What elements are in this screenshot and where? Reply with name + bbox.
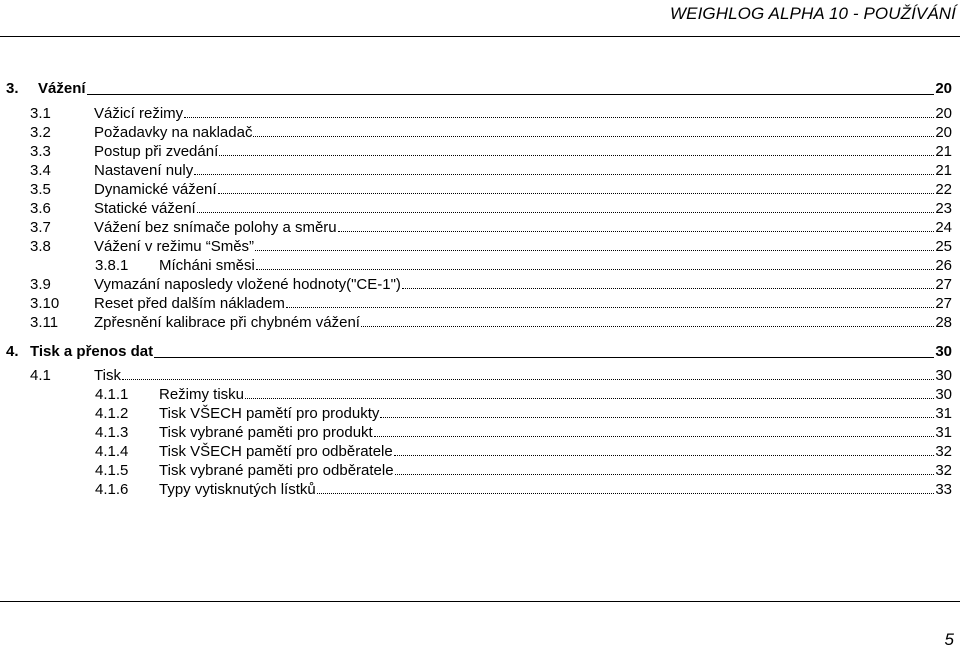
toc-number: 3.11 [30, 314, 59, 331]
toc-entry-3-2[interactable] [0, 124, 952, 141]
toc-number: 4. [6, 343, 19, 360]
toc-page: 33 [935, 481, 952, 498]
toc-entry-3-7[interactable] [0, 219, 952, 236]
toc-title: Vážení bez snímače polohy a směru [94, 219, 337, 236]
toc-number: 3.9 [30, 276, 51, 293]
toc-title: Vážicí režimy [94, 105, 184, 122]
toc-chapter-3[interactable] [0, 80, 952, 97]
toc-number: 4.1.2 [95, 405, 129, 422]
toc-leader [219, 155, 934, 156]
footer-divider [0, 601, 960, 602]
toc-title: Reset před dalším nákladem [94, 295, 285, 312]
toc-leader [380, 417, 934, 418]
toc-leader [374, 436, 935, 437]
toc-title: Tisk VŠECH pamětí pro produkty [159, 405, 380, 422]
toc-entry-4-1-3[interactable] [0, 424, 952, 441]
toc-entry-4-1-5[interactable] [0, 462, 952, 479]
toc-number: 3.1 [30, 105, 51, 122]
toc-number: 3.3 [30, 143, 51, 160]
toc-page: 20 [935, 124, 952, 141]
toc-number: 3.5 [30, 181, 51, 198]
toc-chapter-4[interactable] [0, 343, 952, 360]
toc-number: 3.7 [30, 219, 51, 236]
toc-page: 31 [935, 424, 952, 441]
toc-entry-3-8[interactable] [0, 238, 952, 255]
toc-entry-3-8-1[interactable] [0, 257, 952, 274]
toc-leader [197, 212, 935, 213]
toc-number: 3.2 [30, 124, 51, 141]
toc-title: Zpřesnění kalibrace při chybném vážení [94, 314, 360, 331]
header-divider [0, 36, 960, 37]
toc-entry-3-4[interactable] [0, 162, 952, 179]
toc-title: Tisk a přenos dat [30, 343, 154, 360]
toc-leader [361, 326, 934, 327]
toc-title: Tisk vybrané paměti pro odběratele [159, 462, 394, 479]
toc-title: Vážení v režimu “Směs” [94, 238, 255, 255]
toc-leader [154, 357, 934, 358]
toc-leader [395, 474, 935, 475]
toc-title: Tisk vybrané paměti pro produkt [159, 424, 373, 441]
toc-leader [245, 398, 934, 399]
toc-leader [286, 307, 934, 308]
toc-title: Vážení [38, 80, 86, 97]
toc-entry-3-3[interactable] [0, 143, 952, 160]
toc-page: 24 [935, 219, 952, 236]
toc-leader [317, 493, 935, 494]
toc-entry-4-1[interactable] [0, 367, 952, 384]
toc-entry-3-5[interactable] [0, 181, 952, 198]
toc-leader [256, 269, 934, 270]
toc-entry-4-1-2[interactable] [0, 405, 952, 422]
toc-page: 22 [935, 181, 952, 198]
toc-title: Tisk [94, 367, 121, 384]
toc-page: 27 [935, 295, 952, 312]
toc-title: Režimy tisku [159, 386, 245, 403]
toc-leader [87, 94, 935, 95]
toc-number: 3.4 [30, 162, 51, 179]
toc-page: 26 [935, 257, 952, 274]
toc-title: Tisk VŠECH pamětí pro odběratele [159, 443, 393, 460]
toc-page: 20 [935, 105, 952, 122]
toc-number: 4.1.6 [95, 481, 129, 498]
toc-title: Typy vytisknutých lístků [159, 481, 316, 498]
toc-leader [253, 136, 934, 137]
toc-title: Dynamické vážení [94, 181, 217, 198]
toc-page: 31 [935, 405, 952, 422]
toc-entry-3-1[interactable] [0, 105, 952, 122]
toc-number: 4.1.1 [95, 386, 129, 403]
toc-page: 30 [935, 386, 952, 403]
toc-page: 30 [935, 343, 952, 360]
toc-title: Mícháni směsi [159, 257, 255, 274]
toc-page: 21 [935, 143, 952, 160]
toc-leader [194, 174, 934, 175]
toc-entry-4-1-4[interactable] [0, 443, 952, 460]
toc-number: 4.1 [30, 367, 51, 384]
toc-leader [402, 288, 934, 289]
toc-entry-4-1-1[interactable] [0, 386, 952, 403]
toc-entry-3-10[interactable] [0, 295, 952, 312]
toc-page: 32 [935, 443, 952, 460]
toc-number: 3.8 [30, 238, 51, 255]
toc-number: 3. [6, 80, 19, 97]
toc-entry-4-1-6[interactable] [0, 481, 952, 498]
toc-leader [255, 250, 934, 251]
toc-title: Požadavky na nakladač [94, 124, 253, 141]
toc-title: Statické vážení [94, 200, 196, 217]
toc-entry-3-6[interactable] [0, 200, 952, 217]
toc-leader [394, 455, 935, 456]
toc-title: Nastavení nuly [94, 162, 194, 179]
toc-number: 3.6 [30, 200, 51, 217]
toc-entry-3-11[interactable] [0, 314, 952, 331]
toc-leader [122, 379, 934, 380]
toc-number: 3.10 [30, 295, 60, 312]
toc-number: 4.1.4 [95, 443, 129, 460]
toc-page: 25 [935, 238, 952, 255]
toc-number: 4.1.3 [95, 424, 129, 441]
running-header: WEIGHLOG ALPHA 10 - POUŽÍVÁNÍ [670, 4, 956, 23]
toc-title: Vymazání naposledy vložené hodnoty("CE-1") [94, 276, 401, 293]
toc-page: 30 [935, 367, 952, 384]
toc-title: Postup při zvedání [94, 143, 219, 160]
toc-page: 32 [935, 462, 952, 479]
toc-page: 27 [935, 276, 952, 293]
toc-page: 21 [935, 162, 952, 179]
page-number: 5 [944, 630, 954, 649]
toc-number: 4.1.5 [95, 462, 129, 479]
toc-entry-3-9[interactable] [0, 276, 952, 293]
toc-leader [338, 231, 935, 232]
toc-number: 3.8.1 [95, 257, 129, 274]
toc-page: 28 [935, 314, 952, 331]
toc-leader [184, 117, 934, 118]
toc-leader [218, 193, 935, 194]
toc-page: 20 [935, 80, 952, 97]
toc-page: 23 [935, 200, 952, 217]
